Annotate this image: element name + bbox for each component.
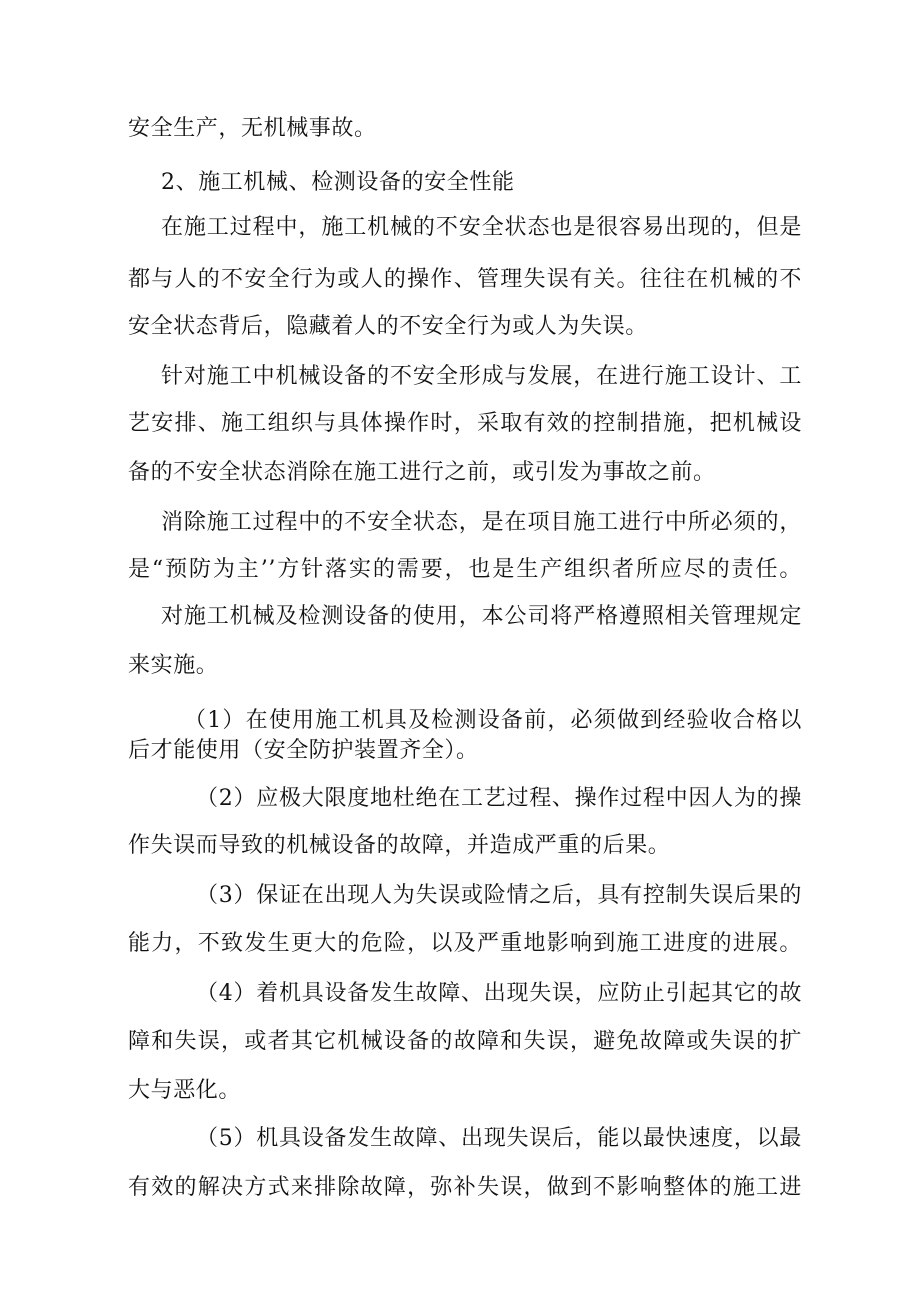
- text-line-7: 艺安排、施工组织与具体操作时，采取有效的控制措施，把机械设: [128, 411, 802, 436]
- text-line-1: 安全生产，无机械事故。: [128, 116, 377, 141]
- list-item-5-line-1: （5）机具设备发生故障、出现失误后，能以最快速度，以最: [196, 1126, 802, 1151]
- text-line-6: 针对施工中机械设备的不安全形成与发展，在进行施工设计、工: [161, 364, 802, 389]
- text-line-8: 备的不安全状态消除在施工进行之前，或引发为事故之前。: [128, 460, 716, 485]
- text-line-4: 都与人的不安全行为或人的操作、管理失误有关。往往在机械的不: [128, 267, 802, 292]
- text-line-3: 在施工过程中，施工机械的不安全状态也是很容易出现的，但是: [161, 215, 802, 240]
- list-item-4-line-3: 大与恶化。: [128, 1078, 242, 1103]
- list-item-3-line-1: （3）保证在出现人为失误或险情之后，具有控制失误后果的: [196, 883, 802, 908]
- list-item-1-line-1: （1）在使用施工机具及检测设备前，必须做到经验收合格以: [184, 708, 802, 733]
- text-line-11: 对施工机械及检测设备的使用，本公司将严格遵照相关管理规定: [161, 604, 802, 629]
- list-item-4-line-2: 障和失误，或者其它机械设备的故障和失误，避免故障或失误的扩: [128, 1029, 802, 1054]
- list-item-1-line-2: 后才能使用（安全防护装置齐全）。: [128, 738, 479, 763]
- text-line-12: 来实施。: [128, 653, 219, 678]
- text-line-9: 消除施工过程中的不安全状态，是在项目施工进行中所必须的，: [161, 510, 802, 535]
- list-item-3-line-2: 能力，不致发生更大的危险，以及严重地影响到施工进度的进展。: [128, 931, 802, 956]
- section-heading: 2、施工机械、检测设备的安全性能: [161, 170, 515, 195]
- list-item-2-line-2: 作失误而导致的机械设备的故障，并造成严重的后果。: [128, 833, 671, 858]
- text-line-5: 安全状态背后，隐藏着人的不安全行为或人为失误。: [128, 314, 648, 339]
- text-line-10: 是“预防为主’’方针落实的需要，也是生产组织者所应尽的责任。: [128, 557, 802, 582]
- list-item-2-line-1: （2）应极大限度地杜绝在工艺过程、操作过程中因人为的操: [196, 786, 802, 811]
- list-item-4-line-1: （4）着机具设备发生故障、出现失误，应防止引起其它的故: [196, 981, 802, 1006]
- list-item-5-line-2: 有效的解决方式来排除故障，弥补失误，做到不影响整体的施工进: [128, 1175, 802, 1200]
